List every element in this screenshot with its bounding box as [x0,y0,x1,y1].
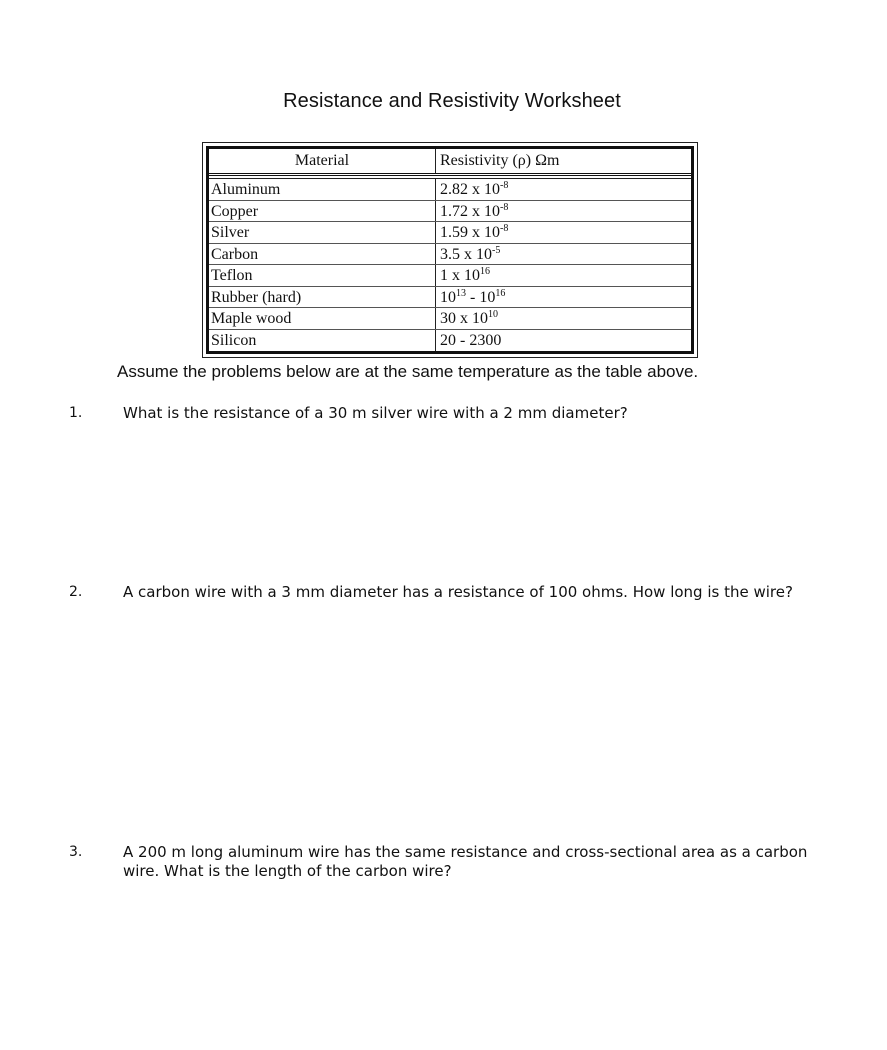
resistivity-exponent: 16 [480,266,490,277]
resistivity-cell [436,265,691,286]
resistivity-exponent: -8 [500,223,509,234]
resistivity-exponent: -5 [492,244,501,256]
table-row [209,244,691,266]
table-row [209,287,691,309]
assumption-note: Assume the problems below are at the same temperature as the table above. [117,362,699,381]
question-3-text: A 200 m long aluminum wire has the same resistance and cross-sectional area as a carbon wire. What is the length of the carbon wire? [123,843,808,880]
question-1-text: What is the resistance of a 30 m silver wire with a 2 mm diameter? [123,404,628,422]
header-resistivity: Resistivity (ρ) Ωm [440,152,560,169]
table-row [209,222,691,244]
resistivity-cell [436,287,691,308]
resistivity-exponent: -8 [500,201,509,213]
table-row [209,201,691,223]
table-row [209,265,691,287]
material-cell: Maple wood [209,308,436,329]
table-header-row [209,149,691,176]
resistivity-cell [436,201,691,222]
worksheet-title: Resistance and Resistivity Worksheet [283,90,621,112]
header-material: Material [209,149,436,173]
material-cell: Silicon [209,330,436,352]
material-cell: Rubber (hard) [209,287,436,308]
table-row [209,308,691,330]
material-cell: Carbon [209,244,436,265]
table-row [209,330,691,352]
material-cell: Silver [209,222,436,243]
table-row [209,179,691,201]
material-cell: Aluminum [209,179,436,200]
question-2-number: 2. [69,584,83,600]
table-frame [206,146,694,354]
resistivity-table [202,142,698,358]
resistivity-base: 2.82 x 10 [440,181,500,198]
resistivity-exponent: 10 [488,309,498,320]
table-body [209,178,691,351]
material-cell: Copper [209,201,436,222]
resistivity-cell [436,179,691,200]
resistivity-base: 30 x 10 [440,310,488,327]
resistivity-base: 1 x 10 [440,267,480,284]
resistivity-cell [436,330,691,352]
resistivity-base: 10 [440,288,456,306]
resistivity-base: 1.59 x 10 [440,224,500,241]
resistivity-exponent: 13 [456,287,466,299]
resistivity-exponent-upper: 16 [495,287,506,299]
resistivity-base: 3.5 x 10 [440,245,492,263]
resistivity-base: 1.72 x 10 [440,202,500,220]
question-2-text: A carbon wire with a 3 mm diameter has a resistance of 100 ohms. How long is the wire? [123,583,793,601]
resistivity-cell [436,308,691,329]
material-cell: Teflon [209,265,436,286]
resistivity-cell [436,222,691,243]
question-3-number: 3. [69,844,83,860]
resistivity-range-separator: - 10 [466,288,496,306]
question-1-number: 1. [69,405,83,421]
resistivity-cell [436,244,691,265]
resistivity-exponent: -8 [500,180,509,191]
resistivity-base: 20 - 2300 [440,331,502,349]
